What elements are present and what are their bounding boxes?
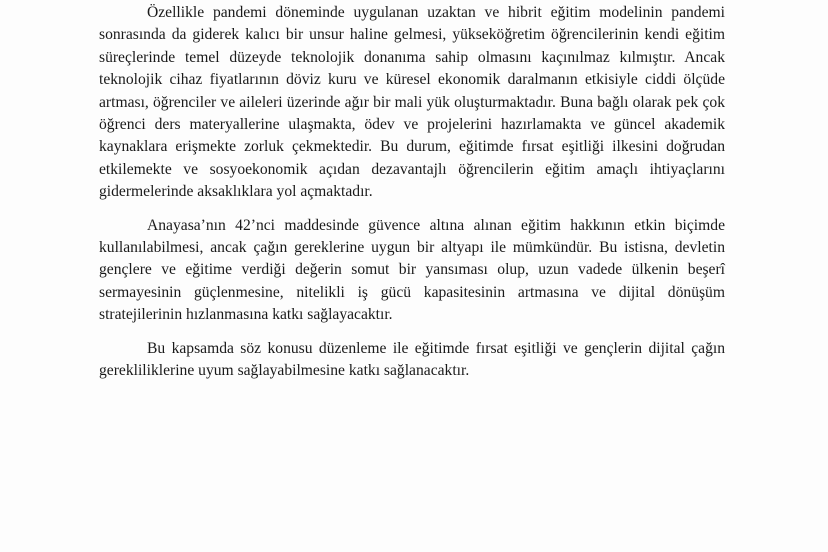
document-body xyxy=(99,2,725,383)
paragraph-1: Özellikle pandemi döneminde uygulanan uzaktan ve hibrit eğitim modelinin pandemi sonrasında da giderek kalıcı bir unsur haline gelmesi, yükseköğretim öğrencilerinin kendi eğitim süreçlerinde temel düzeyde teknolojik donanıma sahip olmasını kaçınılmaz kılmıştır. Ancak teknolojik cihaz fiyatlarının döviz kuru ve küresel ekonomik daralmanın etkisiyle ciddi ölçüde artması, öğrenciler ve aileleri üzerinde ağır bir mali yük oluşturmaktadır. Buna bağlı olarak pek çok öğrenci ders materyallerine ulaşmakta, ödev ve projelerini hazırlamakta ve güncel akademik kaynaklara erişmekte zorluk çekmektedir. Bu durum, eğitimde fırsat eşitliği ilkesini doğrudan etkilemekte ve sosyoekonomik açıdan dezavantajlı öğrencilerin eğitim amaçlı ihtiyaçlarını gidermelerinde aksaklıklara yol açmaktadır. xyxy=(99,4,725,201)
paragraph-3: Bu kapsamda söz konusu düzenleme ile eğitimde fırsat eşitliği ve gençlerin dijital çağın gerekliliklerine uyum sağlayabilmesine katkı sağlanacaktır. xyxy=(99,339,725,380)
paragraph-2: Anayasa’nın 42’nci maddesinde güvence altına alınan eğitim hakkının etkin biçimde kullanılabilmesi, ancak çağın gereklerine uygun bir altyapı ile mümkündür. Bu istisna, devletin gençlere ve eğitime verdiği değerin somut bir yansıması olup, uzun vadede ülkenin beşerî sermayesinin güçlenmesine, nitelikli iş gücü kapasitesinin artmasına ve dijital dönüşüm stratejilerinin hızlanmasına katkı sağlayacaktır. xyxy=(99,216,725,324)
